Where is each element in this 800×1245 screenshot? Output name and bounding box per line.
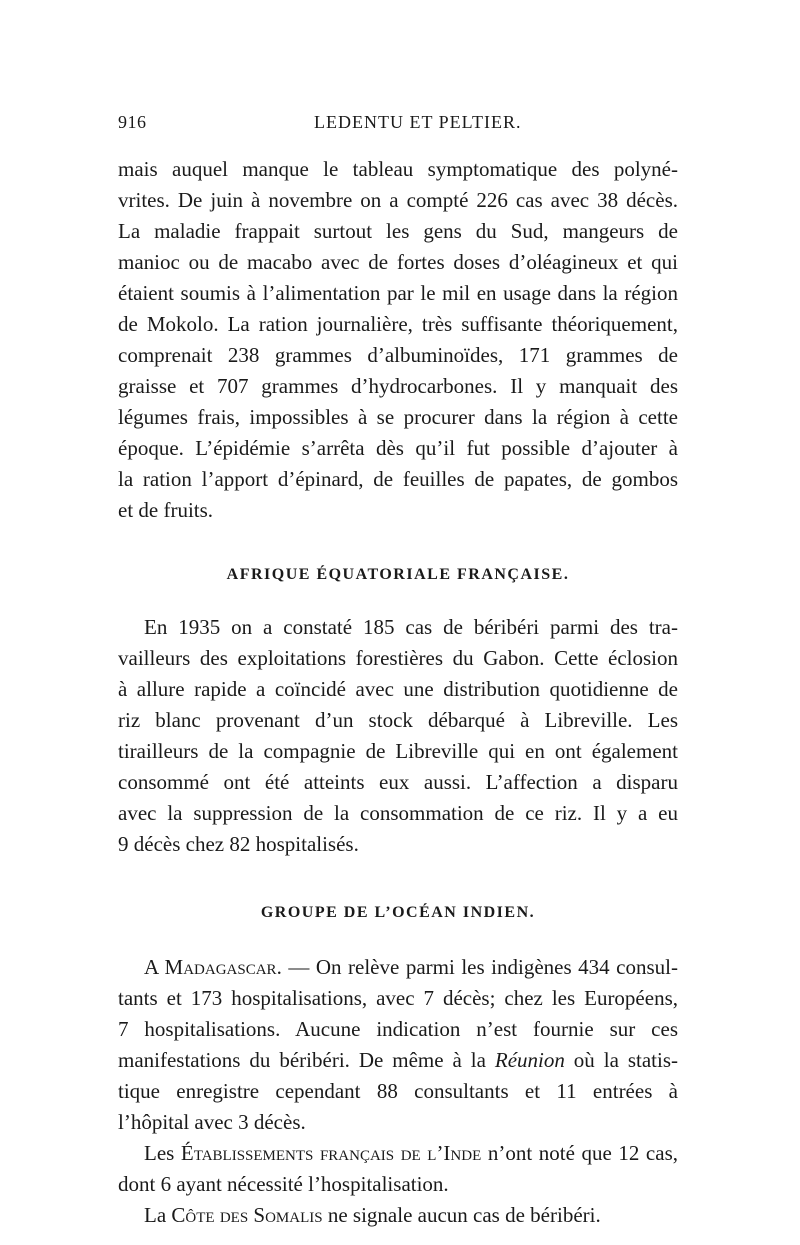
text-line: tirailleurs de la compagnie de Libreville qui en ont également	[118, 739, 678, 763]
text-line: La maladie frappait surtout les gens du Sud, mangeurs de	[118, 219, 678, 243]
text-line: riz blanc provenant d’un stock débarqué à Libreville. Les	[118, 708, 678, 732]
place-cote-somalis: Côte des Somalis	[171, 1203, 323, 1227]
text-line: 9 décès chez 82 hospitalisés.	[118, 832, 359, 856]
page-number: 916	[118, 112, 147, 132]
text-line: époque. L’épidémie s’arrêta dès qu’il fut possible d’ajouter à	[118, 436, 678, 460]
text-line: avec la suppression de la consommation de ce riz. Il y a eu	[118, 801, 678, 825]
book-page	[118, 112, 678, 1231]
text-fragment: Les	[144, 1141, 181, 1165]
text-line	[118, 952, 678, 983]
text-line: vrites. De juin à novembre on a compté 226 cas avec 38 décès.	[118, 188, 678, 212]
text-line: et de fruits.	[118, 498, 214, 522]
text-fragment: où la statis-	[564, 1048, 678, 1072]
text-fragment: manifestations du béribéri. De même à la	[118, 1048, 495, 1072]
text-line: comprenait 238 grammes d’albuminoïdes, 171 grammes de	[118, 343, 678, 367]
text-line: légumes frais, impossibles à se procurer dans la région à cette	[118, 405, 678, 429]
text-line: tants et 173 hospitalisations, avec 7 décès; chez les Européens,	[118, 986, 678, 1010]
text-fragment: . — On relève parmi les indigènes 434 consul-	[276, 955, 678, 979]
text-fragment: ne signale aucun cas de béribéri.	[322, 1203, 601, 1227]
text-line: dont 6 ayant nécessité l’hospitalisation.	[118, 1172, 449, 1196]
text-line	[118, 1138, 678, 1169]
text-line: mais auquel manque le tableau symptomatique des polyné-	[118, 157, 678, 181]
text-line: de Mokolo. La ration journalière, très suffisante théoriquement,	[118, 312, 678, 336]
section-heading-ocean-indien: GROUPE DE L’OCÉAN INDIEN.	[260, 904, 536, 921]
place-reunion: Réunion	[494, 1048, 565, 1072]
text-line: manioc ou de macabo avec de fortes doses d’oléagineux et qui	[118, 250, 678, 274]
text-line: l’hôpital avec 3 décès.	[118, 1110, 306, 1134]
text-line: tique enregistre cependant 88 consultants et 11 entrées à	[118, 1079, 678, 1103]
text-fragment: n’ont noté que 12 cas,	[481, 1141, 678, 1165]
text-fragment: La	[144, 1203, 172, 1227]
paragraph-ocean-indien	[118, 952, 678, 1231]
text-line	[118, 1045, 678, 1076]
text-line	[118, 1200, 678, 1231]
text-line: consommé ont été atteints eux aussi. L’affection a disparu	[118, 770, 678, 794]
text-line: à allure rapide a coïncidé avec une distribution quotidienne de	[118, 677, 678, 701]
text-line: En 1935 on a constaté 185 cas de béribéri parmi des tra-	[144, 615, 678, 639]
running-title: LEDENTU ET PELTIER.	[314, 112, 522, 132]
place-madagascar: Madagascar	[164, 955, 277, 979]
place-etablissements-inde: Établissements français de l’Inde	[180, 1141, 482, 1165]
text-line: vailleurs des exploitations forestières du Gabon. Cette éclosion	[118, 646, 678, 670]
section-heading-aef: AFRIQUE ÉQUATORIALE FRANÇAISE.	[226, 566, 570, 583]
text-line: la ration l’apport d’épinard, de feuilles de papates, de gombos	[118, 467, 678, 491]
text-line: 7 hospitalisations. Aucune indication n’est fournie sur ces	[118, 1017, 678, 1041]
paragraph-senegal-continuation	[118, 154, 678, 526]
text-line: étaient soumis à l’alimentation par le mil en usage dans la région	[118, 281, 678, 305]
paragraph-aef	[118, 612, 678, 860]
text-fragment: A	[144, 955, 165, 979]
running-head	[118, 112, 678, 144]
text-line: graisse et 707 grammes d’hydrocarbones. Il y manquait des	[118, 374, 678, 398]
